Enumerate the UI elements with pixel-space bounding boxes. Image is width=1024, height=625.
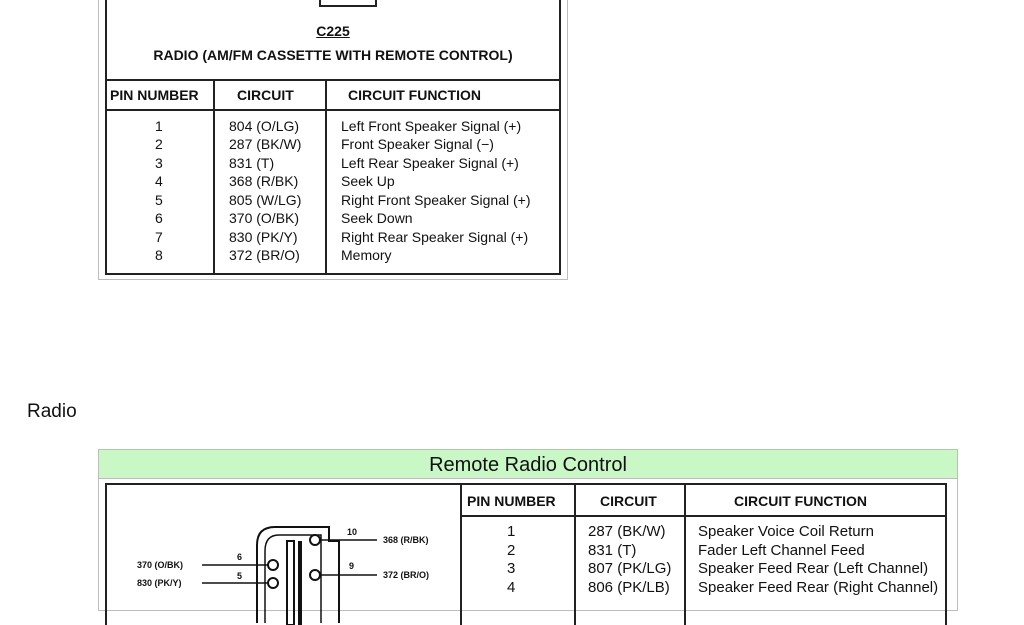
connector-latch: [287, 541, 294, 625]
table-row: [107, 192, 559, 210]
table-row: [107, 247, 559, 265]
connector-c225-frame: [105, 0, 561, 275]
pin-socket: [268, 578, 278, 588]
table-row: [107, 229, 559, 247]
circuit-cell: 370 (O/BK): [229, 210, 300, 226]
circuit-cell: 804 (O/LG): [229, 118, 300, 134]
pin-cell: 8: [155, 247, 163, 263]
table-row: [462, 523, 947, 541]
function-cell: Left Front Speaker Signal (+): [341, 118, 522, 134]
pin-cell: 3: [155, 155, 163, 171]
wire-pin-number: 9: [349, 561, 355, 571]
remote-panel-title: Remote Radio Control: [99, 450, 957, 479]
connector-c225-document: [98, 0, 568, 280]
header-pin-number: PIN NUMBER: [467, 493, 556, 509]
circuit-cell: 830 (PK/Y): [229, 229, 298, 245]
function-cell: Speaker Feed Rear (Right Channel): [698, 579, 939, 596]
circuit-cell: 831 (T): [229, 155, 275, 171]
function-cell: Fader Left Channel Feed: [698, 542, 865, 559]
circuit-cell: 287 (BK/W): [588, 523, 666, 540]
pin-cell: 2: [155, 136, 163, 152]
table-row: [107, 136, 559, 154]
header-circuit-function: CIRCUIT FUNCTION: [734, 493, 867, 509]
function-cell: Seek Up: [341, 173, 395, 189]
header-circuit: CIRCUIT: [237, 87, 294, 103]
connector-id: C225: [316, 23, 350, 39]
pin-cell: 7: [155, 229, 163, 245]
wire-pin-number: 6: [237, 552, 243, 562]
connector-latch-bar: [298, 541, 302, 625]
remote-table-header: [462, 485, 947, 517]
function-cell: Right Rear Speaker Signal (+): [341, 229, 529, 245]
wire-pin-number: 10: [347, 527, 358, 537]
pin-cell: 4: [155, 173, 163, 189]
connector-outline: [319, 0, 377, 7]
pin-cell: 1: [507, 523, 516, 540]
circuit-cell: 831 (T): [588, 542, 637, 559]
pinout-table-header: [107, 81, 559, 111]
function-cell: Speaker Voice Coil Return: [698, 523, 874, 540]
header-pin-number: PIN NUMBER: [110, 87, 199, 103]
table-row: [462, 579, 947, 597]
remote-pinout-table: [460, 485, 947, 625]
remote-radio-control-panel: [98, 449, 958, 611]
pinout-table: [107, 79, 559, 275]
pin-socket: [268, 560, 278, 570]
table-row: [462, 542, 947, 560]
function-cell: Memory: [341, 247, 392, 263]
pin-cell: 5: [155, 192, 163, 208]
function-cell: Right Front Speaker Signal (+): [341, 192, 531, 208]
connector-diagram: [107, 485, 459, 625]
table-row: [462, 560, 947, 578]
header-circuit-function: CIRCUIT FUNCTION: [348, 87, 481, 103]
function-cell: Front Speaker Signal (−): [341, 136, 494, 152]
table-row: [107, 210, 559, 228]
pin-socket: [310, 535, 320, 545]
circuit-cell: 287 (BK/W): [229, 136, 302, 152]
wire-label: 368 (R/BK): [383, 535, 429, 545]
wire-label: 830 (PK/Y): [137, 578, 182, 588]
function-cell: Seek Down: [341, 210, 413, 226]
table-row: [107, 155, 559, 173]
section-caption: Radio: [27, 401, 77, 422]
remote-document-frame: [105, 483, 947, 625]
table-row: [107, 118, 559, 136]
pin-cell: 4: [507, 579, 516, 596]
pin-cell: 2: [507, 542, 516, 559]
connector-title: RADIO (AM/FM CASSETTE WITH REMOTE CONTROL): [153, 47, 513, 63]
wire-label: 370 (O/BK): [137, 560, 184, 570]
circuit-cell: 368 (R/BK): [229, 173, 299, 189]
wire-pin-number: 5: [237, 571, 243, 581]
table-row: [107, 173, 559, 191]
circuit-cell: 805 (W/LG): [229, 192, 302, 208]
function-cell: Speaker Feed Rear (Left Channel): [698, 560, 929, 577]
circuit-cell: 806 (PK/LB): [588, 579, 670, 596]
function-cell: Left Rear Speaker Signal (+): [341, 155, 519, 171]
circuit-cell: 372 (BR/O): [229, 247, 300, 263]
pin-socket: [310, 570, 320, 580]
pin-cell: 1: [155, 118, 163, 134]
wire-label: 372 (BR/O): [383, 570, 430, 580]
pin-cell: 3: [507, 560, 516, 577]
header-circuit: CIRCUIT: [600, 493, 657, 509]
circuit-cell: 807 (PK/LG): [588, 560, 672, 577]
pin-cell: 6: [155, 210, 163, 226]
